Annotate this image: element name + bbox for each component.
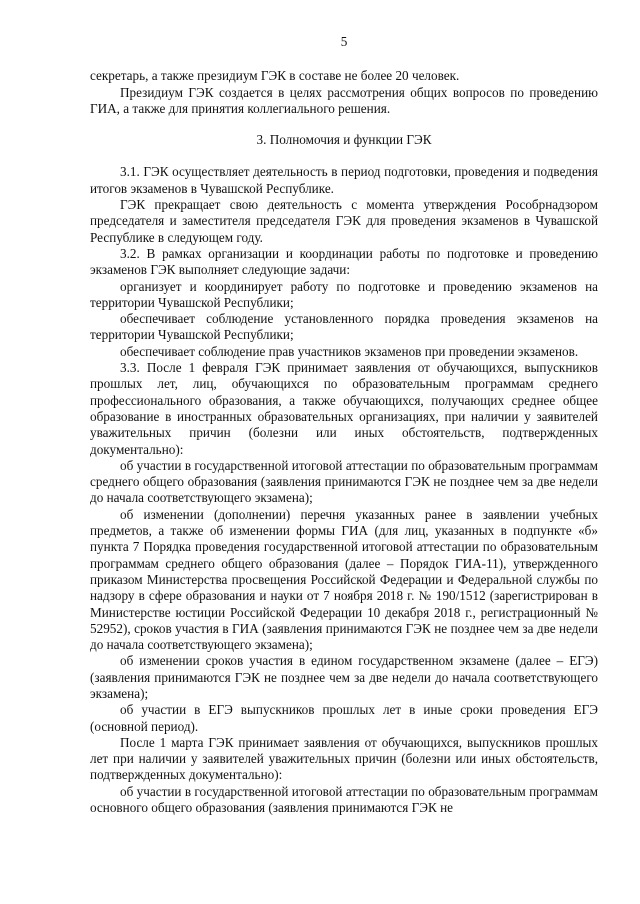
list-item: обеспечивает соблюдение прав участников экзаменов при проведении экзаменов. xyxy=(120,343,579,359)
paragraph: ГЭК прекращает свою деятельность с момента утверждения Рособрнадзором председателя и заместителя председателя ГЭК для проведения экзаменов в Чувашской Республике в следующем году. xyxy=(90,197,598,245)
paragraph: 3.1. ГЭК осуществляет деятельность в период подготовки, проведения и подведения итогов экзаменов в Чувашской Республике. xyxy=(90,164,598,196)
list-item: об участии в ЕГЭ выпускников прошлых лет в иные сроки проведения ЕГЭ (основной период). xyxy=(90,702,598,734)
list-item: организует и координирует работу по подготовке и проведению экзаменов на территории Чувашской Республики; xyxy=(90,278,598,310)
list-item: об изменении (дополнении) перечня указанных ранее в заявлении учебных предметов, а также об изменении формы ГИА (для лиц, указанных в подпункте «б» пункта 7 Порядка проведения государственной итоговой аттестации по образовательным программам среднего общего образования (далее – Порядок ГИА-11), утвержденного приказом Министерства просвещения Российской Федерации и Федеральной службы по надзору в сфере образования и науки от 7 ноября 2018 г. № 190/1512 (зарегистрирован в Министерстве юстиции Российской Федерации 10 декабря 2018 г., регистрационный № 52952), сроков участия в ГИА (заявления принимаются ГЭК не позднее чем за две недели до начала соответствующего экзамена); xyxy=(90,506,598,653)
page-number: 5 xyxy=(340,34,348,49)
paragraph: После 1 марта ГЭК принимает заявления от обучающихся, выпускников прошлых лет при наличии у заявителей уважительных причин (болезни или иных обстоятельств, подтвержденных документально): xyxy=(90,734,598,783)
list-item: обеспечивает соблюдение установленного порядка проведения экзаменов на территории Чувашской Республики; xyxy=(90,311,598,343)
paragraph: Президиум ГЭК создается в целях рассмотрения общих вопросов по проведению ГИА, а также для принятия коллегиального решения. xyxy=(90,84,598,116)
paragraph: 3.3. После 1 февраля ГЭК принимает заявления от обучающихся, выпускников прошлых лет, лиц, обучающихся по образовательным программам среднего профессионального образования, а также обучающихся, получающих среднее общее образование в иностранных образовательных организациях, при наличии у заявителей уважительных причин (болезни или иных обстоятельств, подтвержденных документально): xyxy=(90,360,598,457)
paragraph: 3.2. В рамках организации и координации работы по подготовке и проведению экзаменов ГЭК выполняет следующие задачи: xyxy=(90,245,598,278)
list-item: об изменении сроков участия в едином государственном экзамене (далее – ЕГЭ) (заявления принимаются ГЭК не позднее чем за две недели до начала соответствующего экзамена); xyxy=(90,653,598,701)
list-item: об участии в государственной итоговой аттестации по образовательным программам среднего общего образования (заявления принимаются ГЭК не позднее чем за две недели до начала соответствующего экзамена); xyxy=(90,457,598,506)
list-item: об участии в государственной итоговой аттестации по образовательным программам основного общего образования (заявления принимаются ГЭК не xyxy=(90,783,598,816)
section-heading: 3. Полномочия и функции ГЭК xyxy=(256,132,432,148)
paragraph: секретарь, а также президиум ГЭК в составе не более 20 человек. xyxy=(90,68,460,84)
